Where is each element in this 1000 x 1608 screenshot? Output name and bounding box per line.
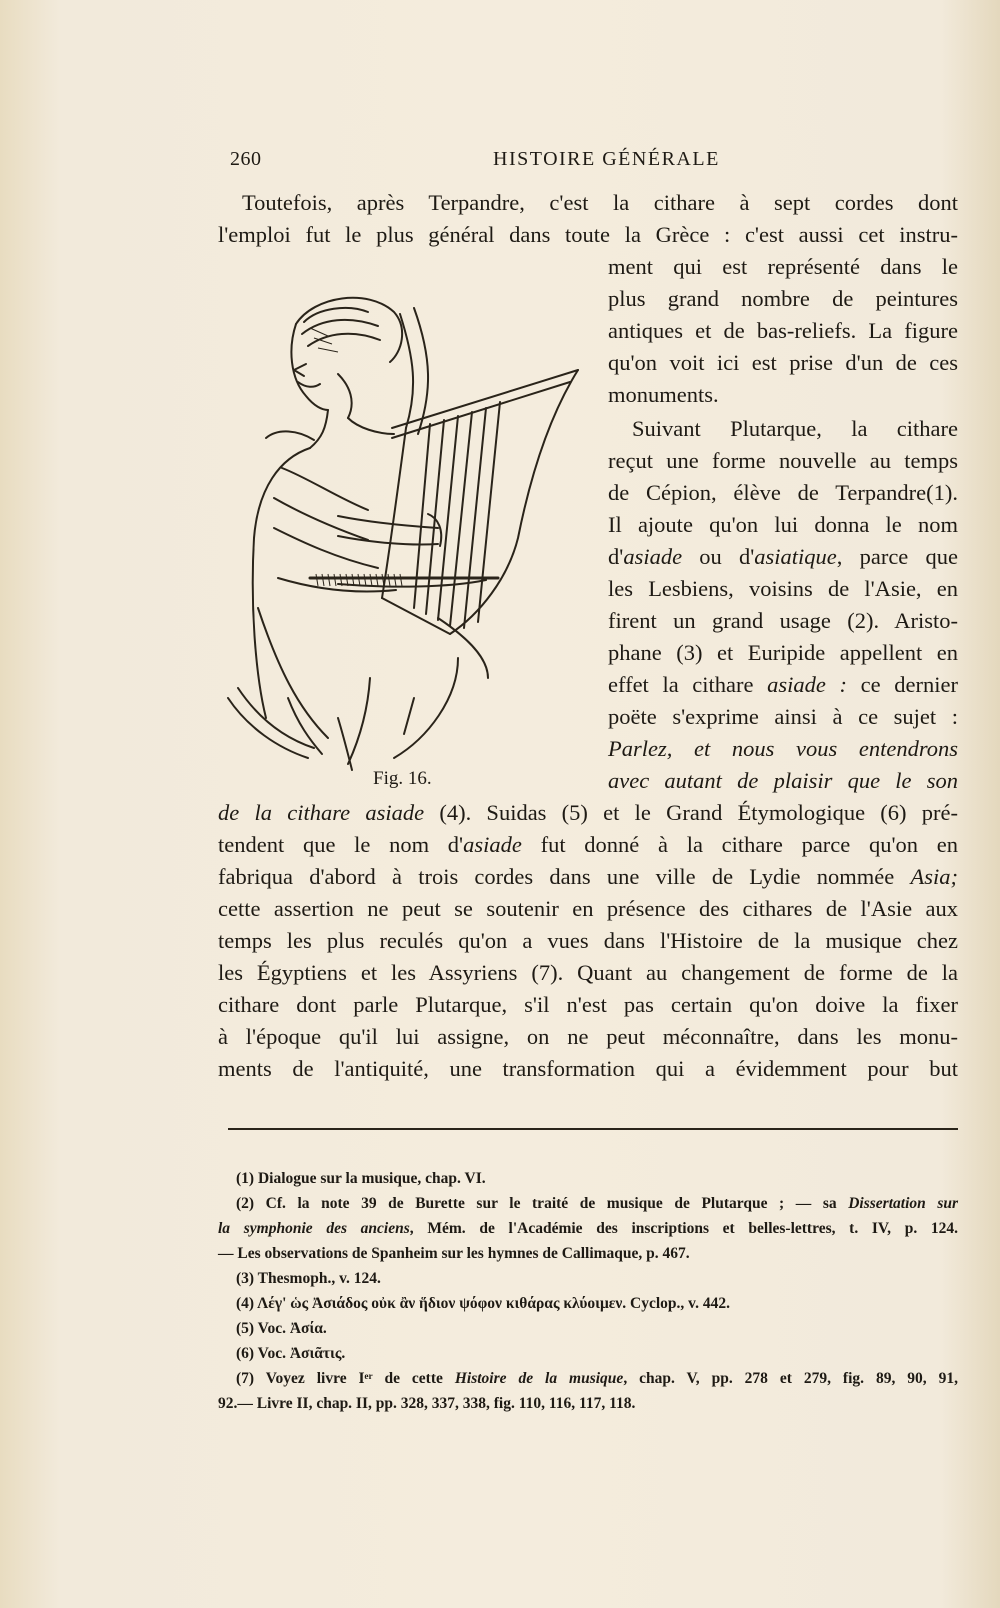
text-line: antiques et de bas-reliefs. La figure bbox=[608, 318, 958, 343]
text-line: phane (3) et Euripide appellent en bbox=[608, 640, 958, 665]
text-line bbox=[218, 862, 958, 892]
text-line: Suivant Plutarque, la cithare bbox=[632, 416, 958, 441]
italic-term: Histoire de la musique bbox=[454, 1370, 624, 1387]
text-line: monuments. bbox=[608, 382, 719, 407]
text-run: effet la cithare bbox=[608, 672, 768, 697]
text-line: de Cépion, élève de Terpandre(1). bbox=[608, 480, 958, 505]
text-line bbox=[608, 542, 958, 572]
italic-term: Dissertation sur bbox=[848, 1195, 959, 1212]
italic-term: asiade : bbox=[767, 672, 848, 697]
text-run: tendent que le nom d' bbox=[218, 832, 464, 857]
quote-end: de la cithare asiade bbox=[218, 800, 425, 825]
text-run: , Mém. de l'Académie des inscriptions et belles-lettres, t. IV, p. 124. bbox=[409, 1220, 959, 1237]
page-number: 260 bbox=[230, 148, 262, 170]
running-title: HISTOIRE GÉNÉRALE bbox=[493, 148, 720, 170]
footnote: — Les observations de Spanheim sur les hymnes de Callimaque, p. 467. bbox=[218, 1245, 690, 1262]
text-run: fut donné à la cithare parce qu'on en bbox=[521, 832, 958, 857]
footnote: (5) Voc. Ἀσία. bbox=[236, 1320, 327, 1337]
text-line: poëte s'exprime ainsi à ce sujet : bbox=[608, 704, 958, 729]
text-line bbox=[218, 830, 958, 860]
text-run: (2) Cf. la note 39 de Burette sur le traité de musique de Plutarque ; — sa bbox=[236, 1195, 849, 1212]
page-header bbox=[218, 148, 958, 176]
text-run: ou d' bbox=[682, 544, 755, 569]
footnote: (6) Voc. Ἀσιᾶτις. bbox=[236, 1345, 346, 1362]
footnote-separator bbox=[228, 1128, 958, 1130]
quote-line: avec autant de plaisir que le son bbox=[608, 768, 958, 793]
text-line: cette assertion ne peut se soutenir en présence des cithares de l'Asie aux bbox=[218, 896, 958, 921]
text-run: (4). Suidas (5) et le Grand Étymologique (6) pré- bbox=[424, 800, 958, 825]
text-run: fabriqua d'abord à trois cordes dans une ville de Lydie nommée bbox=[218, 864, 911, 889]
text-run: d' bbox=[608, 544, 624, 569]
text-line: plus grand nombre de peintures bbox=[608, 286, 958, 311]
text-line: Il ajoute qu'on lui donna le nom bbox=[608, 512, 958, 537]
figure-caption: Fig. 16. bbox=[373, 768, 432, 789]
footnote: (1) Dialogue sur la musique, chap. VI. bbox=[236, 1170, 486, 1187]
text-line: reçut une forme nouvelle au temps bbox=[608, 448, 958, 473]
text-run: ce dernier bbox=[847, 672, 958, 697]
footnote: (3) Thesmoph., v. 124. bbox=[236, 1270, 381, 1287]
italic-term: asiade bbox=[623, 544, 683, 569]
footnote bbox=[236, 1193, 958, 1215]
text-line: les Lesbiens, voisins de l'Asie, en bbox=[608, 576, 958, 601]
footnote bbox=[236, 1368, 958, 1390]
text-run: , parce que bbox=[836, 544, 958, 569]
quote-line: Parlez, et nous vous entendrons bbox=[608, 736, 958, 761]
italic-term: la symphonie des anciens bbox=[218, 1220, 410, 1237]
text-line: ments de l'antiquité, une transformation qui a évidemment pour but bbox=[218, 1056, 958, 1081]
cithara-player-engraving bbox=[218, 278, 598, 778]
text-line: ment qui est représenté dans le bbox=[608, 254, 958, 279]
text-line: Toutefois, après Terpandre, c'est la cithare à sept cordes dont bbox=[242, 190, 958, 215]
italic-term: asiade bbox=[463, 832, 522, 857]
text-line: cithare dont parle Plutarque, s'il n'est pas certain qu'on doive la fixer bbox=[218, 992, 958, 1017]
text-line: l'emploi fut le plus général dans toute la Grèce : c'est aussi cet instru- bbox=[218, 222, 958, 247]
footnote: 92.— Livre II, chap. II, pp. 328, 337, 338, fig. 110, 116, 117, 118. bbox=[218, 1395, 636, 1412]
text-line bbox=[218, 798, 958, 828]
text-line: à l'époque qu'il lui assigne, on ne peut méconnaître, dans les monu- bbox=[218, 1024, 958, 1049]
text-line: les Égyptiens et les Assyriens (7). Quant au changement de forme de la bbox=[218, 960, 958, 985]
text-line: firent un grand usage (2). Aristo- bbox=[608, 608, 958, 633]
italic-term: Asia; bbox=[910, 864, 958, 889]
text-line: qu'on voit ici est prise d'un de ces bbox=[608, 350, 958, 375]
text-run: (7) Voyez livre Iᵉʳ de cette bbox=[236, 1370, 455, 1387]
text-line bbox=[608, 670, 958, 700]
footnote: (4) Λέγ' ὡς Ἀσιάδος οὐκ ἂν ἥδιον ψόφον κιθάρας κλύοιμεν. Cyclop., v. 442. bbox=[236, 1295, 730, 1312]
text-run: , chap. V, pp. 278 et 279, fig. 89, 90, 91, bbox=[623, 1370, 958, 1387]
italic-term: asiatique bbox=[754, 544, 837, 569]
footnote bbox=[218, 1218, 958, 1240]
text-line: temps les plus reculés qu'on a vues dans l'Histoire de la musique chez bbox=[218, 928, 958, 953]
